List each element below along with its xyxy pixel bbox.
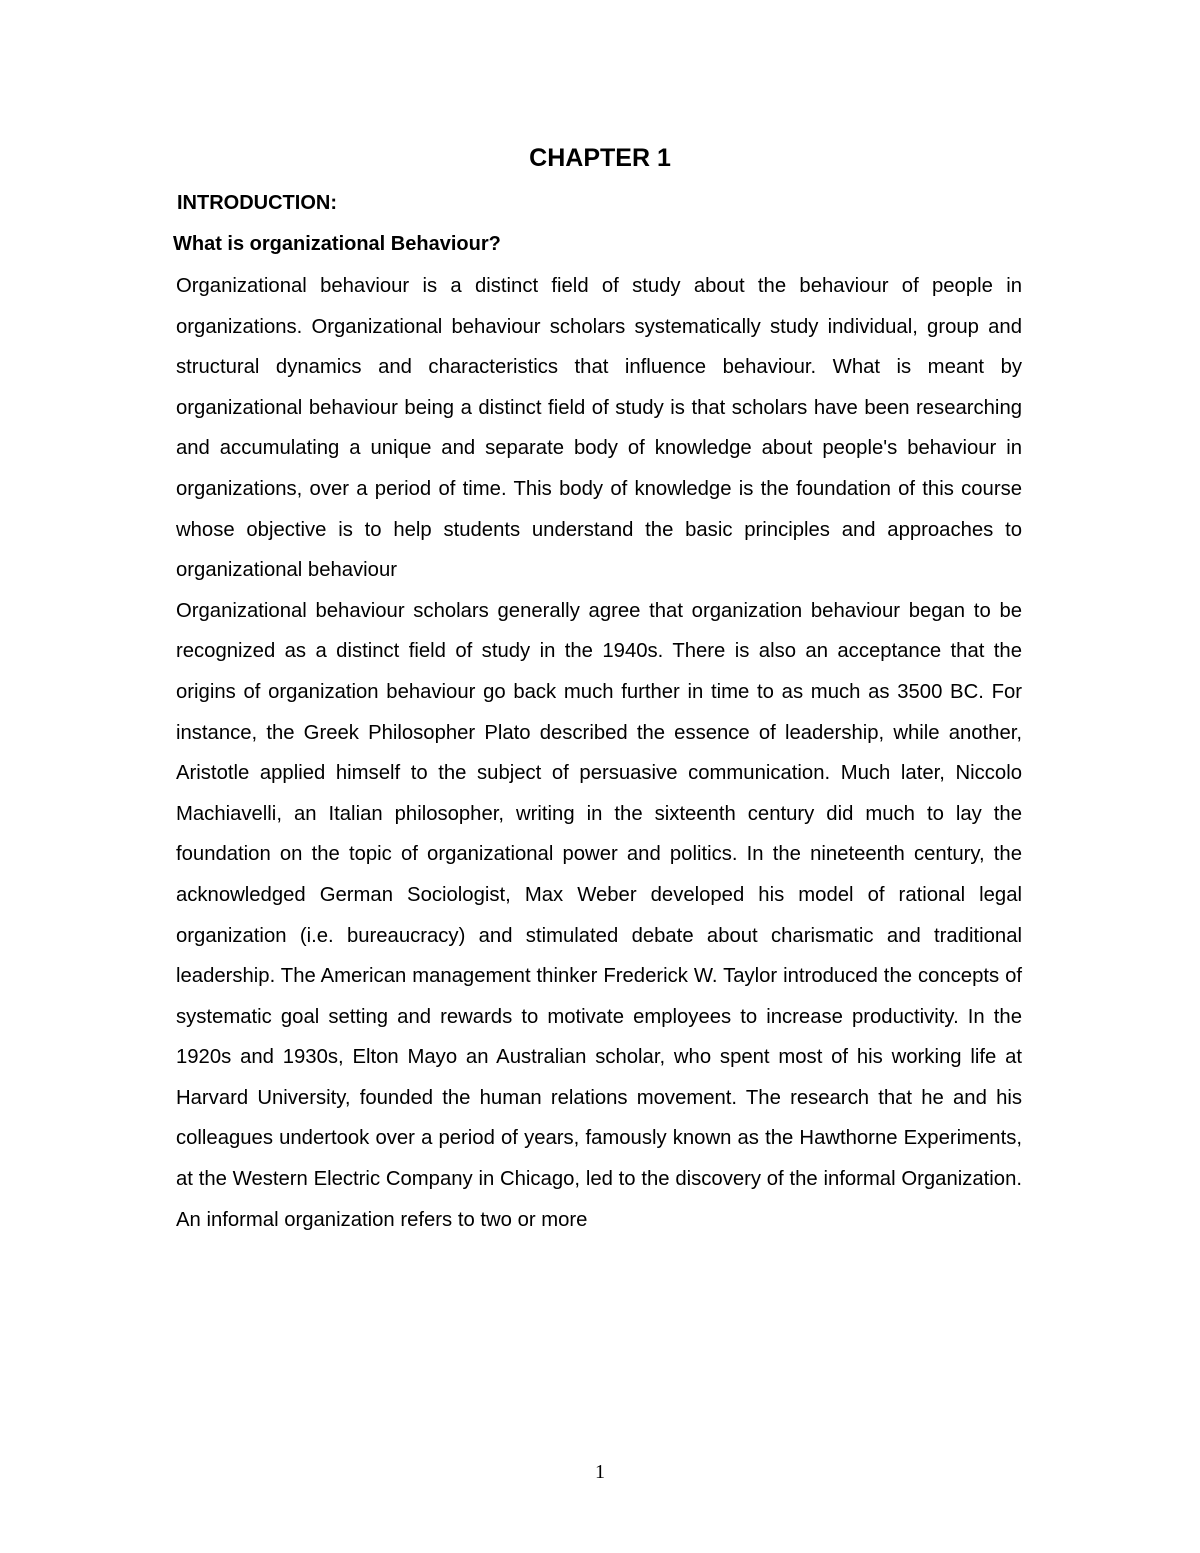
page-number: 1 — [595, 1461, 605, 1483]
paragraph-2: Organizational behaviour scholars generally agree that organization behaviour began to be recognized as a distinct field of study in the 1940s. There is also an acceptance that the origins of organization behaviour go back much further in time to as much as 3500 BC. For instance, the Greek Philosopher Plato described the essence of leadership, while another, Aristotle applied himself to the subject of persuasive communication. Much later, Niccolo Machiavelli, an Italian philosopher, writing in the sixteenth century did much to lay the foundation on the topic of organizational power and politics. In the nineteenth century, the acknowledged German Sociologist, Max Weber developed his model of rational legal organization (i.e. bureaucracy) and stimulated debate about charismatic and traditional leadership. The American management thinker Frederick W. Taylor introduced the concepts of systematic goal setting and rewards to motivate employees to increase productivity. In the 1920s and 1930s, Elton Mayo an Australian scholar, who spent most of his working life at Harvard University, founded the human relations movement. The research that he and his colleagues undertook over a period of years, famously known as the Hawthorne Experiments, at the Western Electric Company in Chicago, led to the discovery of the informal Organization. An informal organization refers to two or more — [176, 599, 1022, 1231]
chapter-title: CHAPTER 1 — [529, 144, 671, 172]
paragraph-1: Organizational behaviour is a distinct field of study about the behaviour of people in organizations. Organizational behaviour scholars systematically study individual, group and structural dynamics and characteristics that influence behaviour. What is meant by organizational behaviour being a distinct field of study is that scholars have been researching and accumulating a unique and separate body of knowledge about people's behaviour in organizations, over a period of time. This body of knowledge is the foundation of this course whose objective is to help students understand the basic principles and approaches to organizational behaviour — [176, 275, 1022, 582]
section-heading: INTRODUCTION: — [177, 192, 337, 214]
body-text — [176, 266, 1022, 1240]
question-heading: What is organizational Behaviour? — [173, 233, 501, 255]
